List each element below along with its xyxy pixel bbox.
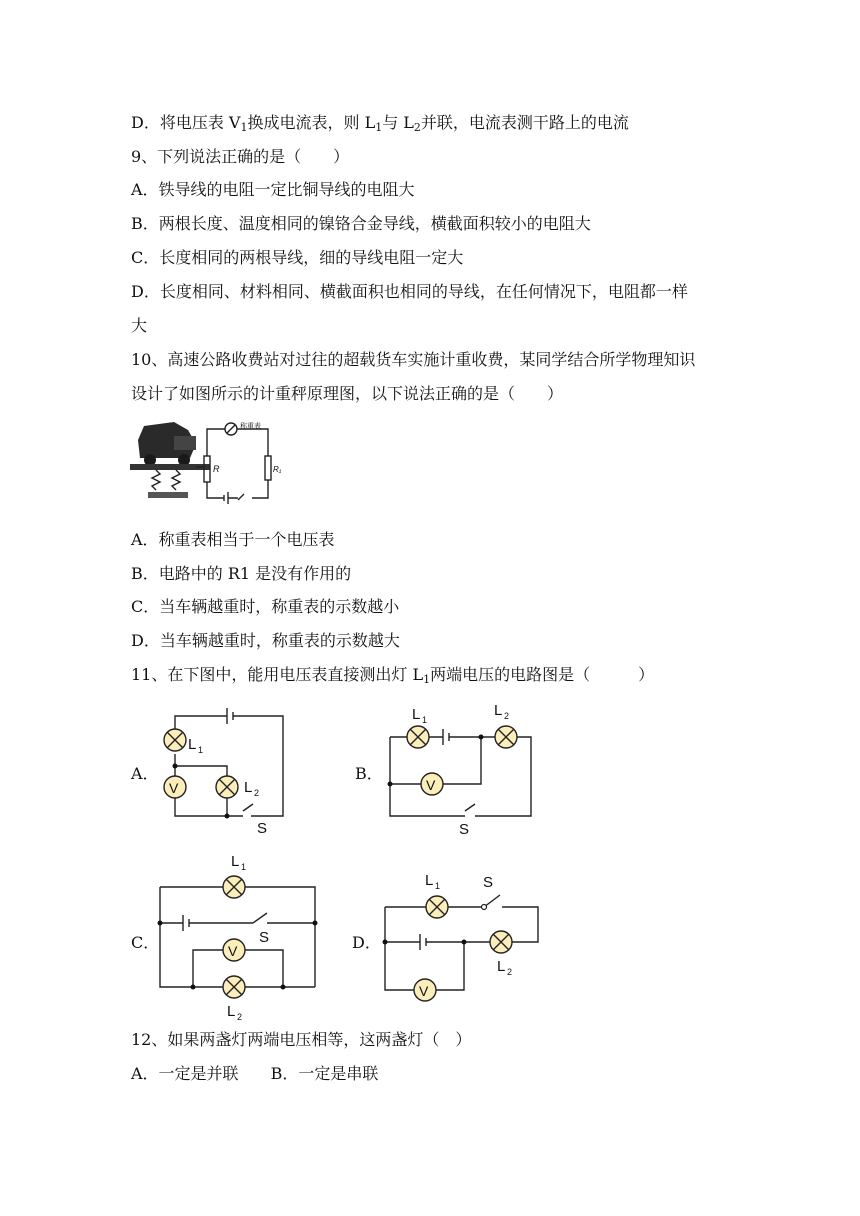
- q9-option-b: B．两根长度、温度相同的镍铬合金导线，横截面积较小的电阻大: [131, 214, 591, 233]
- svg-text:L: L: [497, 958, 506, 975]
- svg-text:S: S: [259, 929, 270, 946]
- svg-text:1: 1: [422, 715, 428, 725]
- svg-text:L: L: [244, 779, 253, 796]
- q11-label-b: B．: [355, 764, 383, 783]
- svg-text:S: S: [257, 820, 268, 837]
- q8-option-d: D．将电压表 $V_1$换成电流表，则 $L_1$与 $L_2$并联，电流表测干路上的电流: [131, 113, 629, 134]
- svg-text:S: S: [483, 874, 494, 891]
- svg-text:1: 1: [241, 862, 247, 872]
- svg-text:2: 2: [237, 1012, 243, 1022]
- q11-circuit-b: [385, 700, 545, 840]
- q9-option-d-cont: 大: [131, 316, 148, 335]
- q11-label-a: A．: [131, 764, 159, 783]
- svg-text:L: L: [412, 706, 421, 723]
- weighing-meter-label: 称重表: [240, 423, 261, 430]
- svg-text:S: S: [459, 821, 470, 838]
- q10-scale-diagram: [130, 418, 290, 508]
- q11-label-c: C．: [131, 933, 160, 952]
- svg-text:V: V: [419, 983, 429, 999]
- q10-option-c: C．当车辆越重时，称重表的示数越小: [131, 597, 400, 616]
- q11-circuit-c: [155, 850, 325, 1025]
- svg-text:V: V: [228, 943, 238, 959]
- svg-text:1: 1: [435, 881, 441, 891]
- svg-text:2: 2: [507, 967, 513, 977]
- q11-label-d: D．: [352, 933, 381, 952]
- q9-option-a: A．铁导线的电阻一定比铜导线的电阻大: [131, 180, 415, 199]
- q11-circuit-d: [380, 865, 550, 1010]
- q11-circuit-a: [155, 700, 295, 840]
- q11-stem: 11、在下图中，能用电压表直接测出灯 $L_1$两端电压的电路图是（ ）: [131, 665, 655, 686]
- svg-text:L: L: [425, 872, 434, 889]
- q10-stem-1: 10、高速公路收费站对过往的超载货车实施计重收费，某同学结合所学物理知识: [131, 350, 696, 369]
- svg-text:1: 1: [198, 745, 204, 755]
- q9-option-d: D．长度相同、材料相同、横截面积也相同的导线，在任何情况下，电阻都一样: [131, 282, 688, 301]
- q10-option-a: A．称重表相当于一个电压表: [131, 530, 335, 549]
- svg-text:L: L: [494, 702, 503, 719]
- q9-option-c: C．长度相同的两根导线，细的导线电阻一定大: [131, 248, 464, 267]
- q10-option-d: D．当车辆越重时，称重表的示数越大: [131, 631, 400, 650]
- q12-options: A．一定是并联 B．一定是串联: [131, 1064, 379, 1083]
- svg-text:L: L: [231, 853, 240, 870]
- svg-text:L: L: [227, 1003, 236, 1020]
- svg-text:V: V: [169, 780, 179, 796]
- svg-text:V: V: [426, 777, 436, 793]
- q12-stem: 12、如果两盏灯两端电压相等，这两盏灯（ ）: [131, 1030, 472, 1049]
- q9-stem: 9、下列说法正确的是（ ）: [131, 147, 350, 166]
- q10-option-b: B．电路中的 R1 是没有作用的: [131, 564, 352, 583]
- resistor-r-label: R: [213, 464, 220, 474]
- q10-stem-2: 设计了如图所示的计重秤原理图，以下说法正确的是（ ）: [131, 384, 564, 403]
- svg-text:2: 2: [254, 788, 260, 798]
- svg-text:L: L: [188, 736, 197, 753]
- resistor-r1-label: R₁: [273, 465, 282, 474]
- svg-text:2: 2: [504, 711, 510, 721]
